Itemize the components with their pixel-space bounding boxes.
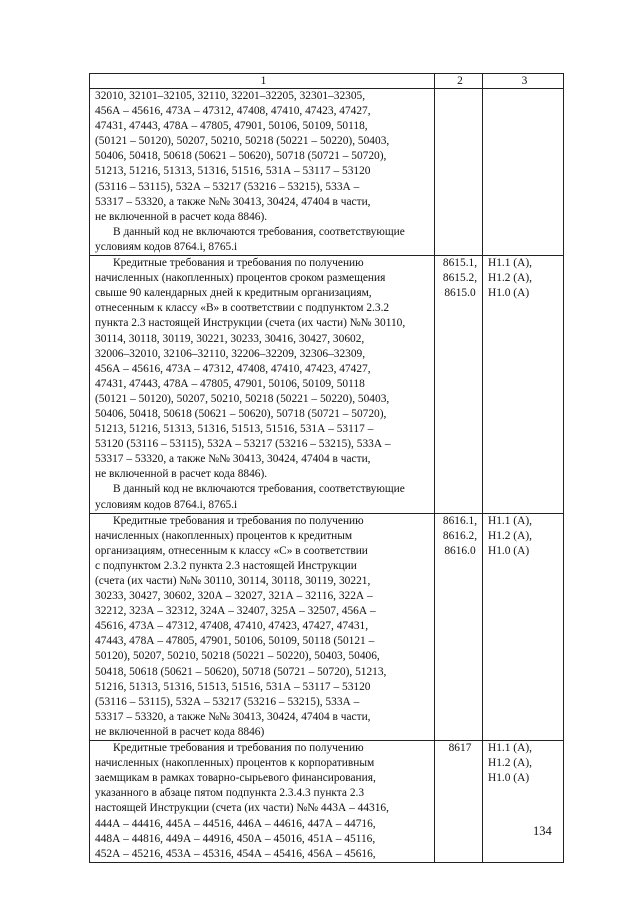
description-line: свыше 90 календарных дней к кредитным организациям, [95,287,372,300]
description-line: (53116 – 53115), 532А – 53217 (53216 – 53215), 533А – [95,695,360,708]
code-value: 8615.0 [444,287,476,300]
description-line: 448А – 44816, 449А – 44916, 450А – 45016, 451А – 45116, [95,832,376,845]
code-value: 8616.1, [442,514,478,527]
description-line: 47431, 47443, 478А – 47805, 47901, 50106, 50109, 50118 [95,377,365,390]
description-line: 50406, 50418, 50618 (50621 – 50620), 50718 (50721 – 50720), [95,150,387,163]
ratio-value: Н1.2 (А), [488,757,532,770]
description-line: начисленных (накопленных) процентов к кредитным [95,529,353,542]
description-line: 452А – 45216, 453А – 45316, 454А – 45416, 456А – 45616, [95,847,376,860]
header-col-1: 1 [90,74,435,89]
requirements-table [89,73,564,863]
description-line: 51213, 51216, 51313, 51316, 51513, 51516, 531А – 53117 – [95,423,374,436]
description-line: 50120), 50207, 50210, 50218 (50221 – 50220), 50403, 50406, [95,650,380,663]
row-code-cell [435,741,483,863]
code-value: 8616.0 [444,544,476,557]
header-col-3: 3 [483,74,564,89]
description-line: (50121 – 50120), 50207, 50210, 50218 (50221 – 50220), 50403, [95,392,390,405]
description-line: Кредитные требования и требования по получению [113,257,364,270]
description-line: 32006–32010, 32106–32110, 32206–32209, 32306–32309, [95,347,366,360]
row-description-cell [90,89,435,256]
description-line: не включенной в расчет кода 8846). [95,210,268,223]
table-row [90,741,564,863]
row-description-cell [90,256,435,514]
exclusion-note-line: условиям кодов 8764.i, 8765.i [95,240,238,253]
description-line: 456А – 45616, 473А – 47312, 47408, 47410, 47423, 47427, [95,362,371,375]
description-line: 53317 – 53320, а также №№ 30413, 30424, 47404 в части, [95,195,371,208]
code-value: 8616.2, [442,529,478,542]
ratio-value: Н1.1 (А), [488,257,532,270]
code-value: 8615.2, [442,272,478,285]
description-line: (50121 – 50120), 50207, 50210, 50218 (50221 – 50220), 50403, [95,135,390,148]
table-row [90,513,564,740]
description-line: 50418, 50618 (50621 – 50620), 50718 (50721 – 50720), 51213, [95,665,387,678]
description-line: 456А – 45616, 473А – 47312, 47408, 47410, 47423, 47427, [95,105,371,118]
code-value: 8617 [448,742,472,755]
ratio-value: Н1.0 (А) [488,544,530,557]
table-row [90,89,564,256]
description-line: Кредитные требования и требования по получению [113,742,364,755]
exclusion-note-line: В данный код не включаются требования, соответствующие [113,225,405,238]
code-value: 8615.1, [442,257,478,270]
description-line: отнесенным к классу «В» в соответствии с подпунктом 2.3.2 [95,302,390,315]
description-line: 47443, 478А – 47805, 47901, 50106, 50109, 50118 (50121 – [95,635,375,648]
description-line: 53317 – 53320, а также №№ 30413, 30424, 47404 в части, [95,453,371,466]
description-line: 45616, 473А – 47312, 47408, 47410, 47423, 47427, 47431, [95,620,369,633]
description-line: 51216, 51313, 51316, 51513, 51516, 531А – 53117 – 53120 [95,680,371,693]
row-code-cell [435,256,483,514]
description-line: настоящей Инструкции (счета (их части) №№ 443А – 44316, [95,802,389,815]
row-ratio-cell [483,513,564,740]
description-line: 30114, 30118, 30119, 30221, 30233, 30416, 30427, 30602, [95,332,365,345]
description-line: 32010, 32101–32105, 32110, 32201–32205, 32301–32305, [95,90,366,102]
description-line: не включенной в расчет кода 8846). [95,468,268,481]
ratio-value: Н1.2 (А), [488,272,532,285]
description-line: (счета (их части) №№ 30110, 30114, 30118, 30119, 30221, [95,575,371,587]
description-line: 53317 – 53320, а также №№ 30413, 30424, 47404 в части, [95,710,371,723]
row-ratio-cell [483,89,564,256]
header-col-2: 2 [435,74,483,89]
description-line: 47431, 47443, 478А – 47805, 47901, 50106, 50109, 50118, [95,120,368,133]
row-ratio-cell [483,741,564,863]
ratio-value: Н1.2 (А), [488,529,532,542]
exclusion-note-line: условиям кодов 8764.i, 8765.i [95,498,238,511]
description-line: Кредитные требования и требования по получению [113,514,364,527]
description-line: 32212, 323А – 32312, 324А – 32407, 325А – 32507, 456А – [95,605,376,618]
row-code-cell [435,89,483,256]
description-line: не включенной в расчет кода 8846) [95,725,265,738]
ratio-value: Н1.1 (А), [488,514,532,527]
row-description-cell [90,741,435,863]
description-line: с подпунктом 2.3.2 пункта 2.3 настоящей Инструкции [95,559,357,572]
table-row [90,256,564,514]
description-line: начисленных (накопленных) процентов к корпоративным [95,757,375,770]
ratio-value: Н1.0 (А) [488,772,530,785]
description-line: заемщикам в рамках товарно-сырьевого финансирования, [95,772,376,785]
description-line: 30233, 30427, 30602, 320А – 32027, 321А – 32116, 322А – [95,590,373,603]
row-code-cell [435,513,483,740]
description-line: 50406, 50418, 50618 (50621 – 50620), 50718 (50721 – 50720), [95,407,387,420]
description-line: (53116 – 53115), 532А – 53217 (53216 – 53215), 533А – [95,180,360,193]
ratio-value: Н1.1 (А), [488,742,532,755]
exclusion-note-line: В данный код не включаются требования, соответствующие [113,483,405,496]
ratio-value: Н1.0 (А) [488,287,530,300]
description-line: 53120 (53116 – 53115), 532А – 53217 (53216 – 53215), 533А – [95,438,391,451]
description-line: пункта 2.3 настоящей Инструкции (счета (их части) №№ 30110, [95,317,406,330]
description-line: организациям, отнесенным к классу «С» в соответствии [95,544,368,557]
description-line: 51213, 51216, 51313, 51316, 51516, 531А – 53117 – 53120 [95,165,371,178]
page-number: 134 [533,824,552,838]
row-ratio-cell [483,256,564,514]
description-line: 444А – 44416, 445А – 44516, 446А – 44616, 447А – 44716, [95,817,376,830]
table-header-row [90,74,564,89]
description-line: начисленных (накопленных) процентов сроком размещения [95,272,386,285]
row-description-cell [90,513,435,740]
description-line: указанного в абзаце пятом подпункта 2.3.4.3 пункта 2.3 [95,787,365,800]
